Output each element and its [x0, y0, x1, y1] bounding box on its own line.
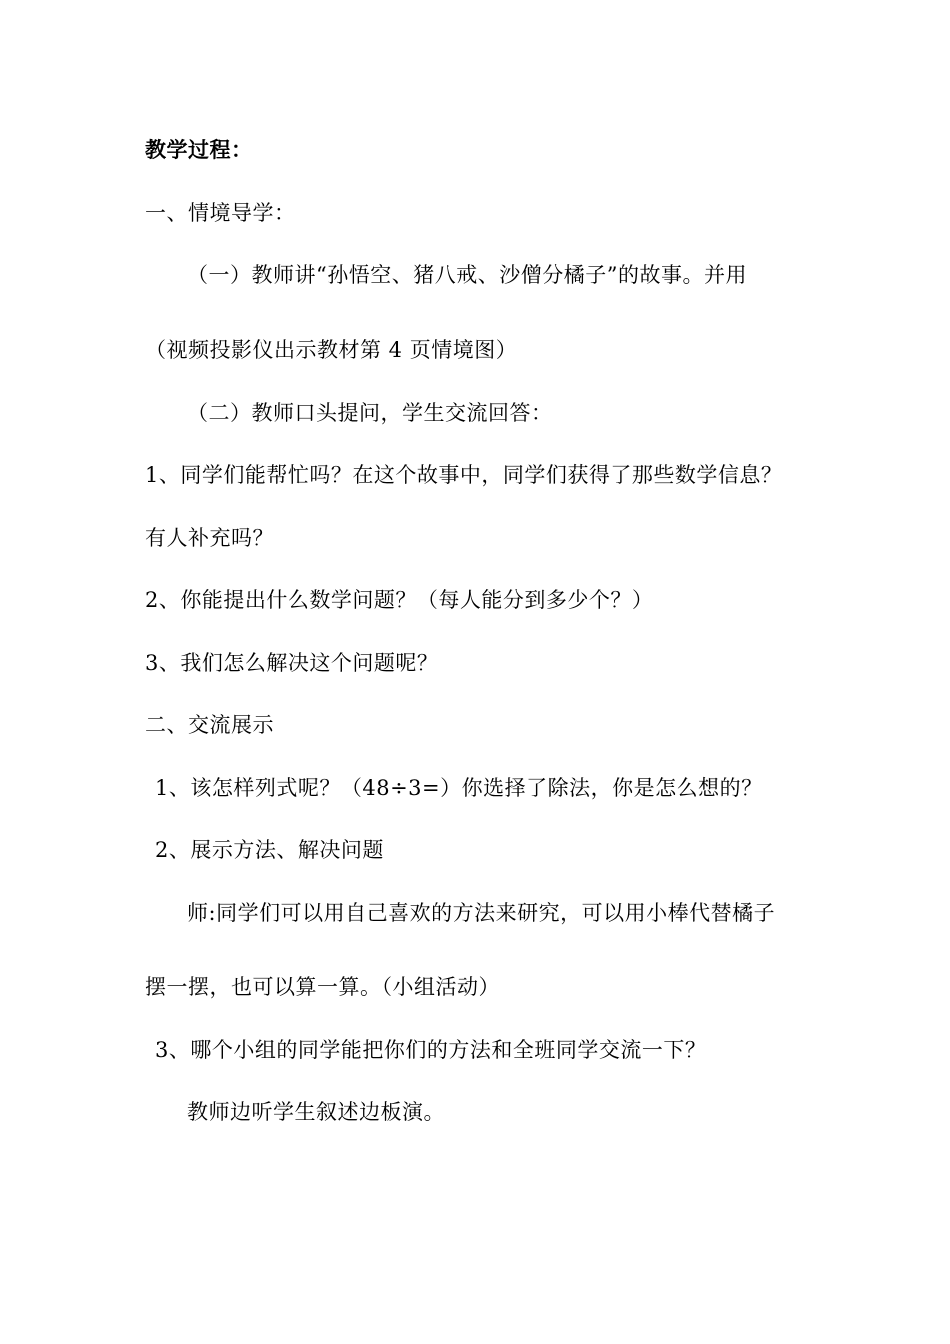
question-3: 3、我们怎么解决这个问题呢？ [145, 651, 439, 675]
teacher-line-2: 摆一摆，也可以算一算。（小组活动） [145, 975, 500, 999]
heading: 教学过程： [145, 137, 253, 162]
section-1-item-1-line-2: （视频投影仪出示教材第 4 页情境图） [145, 338, 518, 362]
section-1-item-1-line-1: （一）教师讲“孙悟空、猪八戒、沙僧分橘子”的故事。并用 [187, 263, 747, 287]
section-2-title: 二、交流展示 [145, 713, 274, 737]
section-2-item-1: 1、该怎样列式呢？（48÷3=）你选择了除法，你是怎么想的？ [155, 776, 763, 800]
section-1-item-2: （二）教师口头提问，学生交流回答： [187, 401, 553, 425]
question-1-line-2: 有人补充吗？ [145, 526, 274, 550]
question-2: 2、你能提出什么数学问题？（每人能分到多少个？） [145, 588, 654, 612]
teacher-line-1: 师:同学们可以用自己喜欢的方法来研究，可以用小棒代替橘子 [187, 901, 776, 925]
closing-line: 教师边听学生叙述边板演。 [187, 1100, 445, 1124]
question-1-line-1: 1、同学们能帮忙吗？在这个故事中，同学们获得了那些数学信息？ [145, 463, 783, 487]
section-2-item-2: 2、展示方法、解决问题 [155, 838, 384, 862]
section-2-item-3: 3、哪个小组的同学能把你们的方法和全班同学交流一下？ [155, 1038, 707, 1062]
section-1-title: 一、情境导学： [145, 201, 296, 225]
